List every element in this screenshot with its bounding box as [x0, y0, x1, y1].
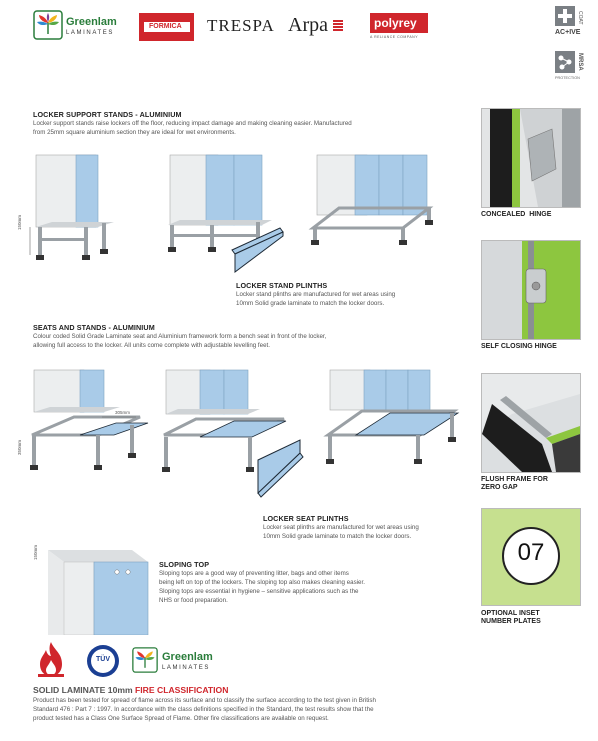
self-closing-hinge-photo: [481, 240, 581, 340]
fire-title-part-b: FIRE CLASSIFICATION: [135, 685, 229, 695]
flush-frame-caption-2: ZERO GAP: [481, 484, 518, 491]
fire-classification-title: [33, 685, 228, 695]
polyrey-text: polyrey: [374, 16, 417, 30]
mrsa-square: [555, 51, 575, 73]
sloping-dimension-label: 150mm: [33, 544, 38, 560]
greenlam-name: Greenlam: [66, 16, 117, 28]
seat-illustration-single: [24, 365, 154, 500]
seat-plinths-title: LOCKER SEAT PLINTHS: [263, 514, 349, 523]
stand-plinths-body-1: Locker stand plinths are manufactured for wet areas using: [236, 291, 396, 298]
stand-dimension-label: 150mm: [17, 214, 22, 230]
number-plate-value: 07: [517, 539, 545, 566]
seats-body-1: Colour coded Solid Grade Laminate seat and Aluminium framework form a bench seat in front of the locker,: [33, 333, 327, 340]
inset-plates-caption-2: NUMBER PLATES: [481, 618, 541, 625]
arpa-logo: [288, 14, 350, 38]
stand-illustration-plinth: [162, 150, 292, 275]
formica-text: FORMICA: [149, 23, 182, 30]
active-coat-main: AC+IVE: [555, 29, 581, 36]
seat-illustration-triple: [320, 365, 470, 495]
mrsa-sub: PROTECTION: [555, 76, 580, 80]
greenlam-logo: [33, 10, 133, 42]
greenlam-footer-name: Greenlam: [162, 651, 213, 663]
fire-body-2: Standard 476 : Part 7 : 1997. In accordance with the class definitions specified in the Standard, the test results show that the: [33, 706, 374, 713]
sloping-title: SLOPING TOP: [159, 560, 210, 569]
seats-body-2: allowing full access to the locker. All units come complete with adjustable levelling feet.: [33, 342, 270, 349]
flush-frame-image: [482, 374, 580, 472]
self-closing-image: [482, 241, 580, 339]
stand-illustration-single: [24, 150, 119, 275]
sloping-body-2: being left on top of the lockers. The sloping top also makes cleaning easier.: [159, 579, 365, 586]
tuv-text: TÜV: [96, 656, 110, 663]
mrsa-badge: [555, 51, 589, 83]
seat-plinths-body-1: Locker seat plinths are manufactured for wet areas using: [263, 524, 419, 531]
greenlam-footer-mark-icon: [132, 647, 158, 673]
polyrey-logo: [370, 13, 428, 43]
self-closing-hinge-caption: SELF CLOSING HINGE: [481, 343, 557, 350]
stand-illustration-triple: [305, 150, 440, 275]
fire-icon: [34, 640, 68, 678]
flush-frame-caption-1: FLUSH FRAME FOR: [481, 476, 548, 483]
formica-logo: [139, 13, 194, 41]
seats-title: SEATS AND STANDS - ALUMINIUM: [33, 323, 155, 332]
sloping-body-1: Sloping tops are a good way of preventing litter, bags and other items: [159, 570, 349, 577]
greenlam-footer-logo: [132, 645, 232, 677]
active-coat-badge: [555, 6, 589, 42]
fire-body-3: product tested has a Class One Surface Spread of Flame. Other fire classifications are available on request.: [33, 715, 329, 722]
stand-plinths-body-2: 10mm Solid grade laminate to match the locker doors.: [236, 300, 385, 307]
arpa-stripes-icon: [333, 20, 343, 32]
mrsa-main: MRSA: [577, 53, 583, 71]
inset-plates-caption-1: OPTIONAL INSET: [481, 610, 540, 617]
sloping-body-4: NHS or food preparation.: [159, 597, 228, 604]
sloping-body-3: Sloping tops are essential in hygiene – sensitive applications such as the: [159, 588, 359, 595]
tuv-badge: [87, 645, 119, 677]
greenlam-sub: LAMINATES: [66, 30, 114, 36]
concealed-hinge-caption: CONCEALED HINGE: [481, 211, 552, 218]
stand-plinths-title: LOCKER STAND PLINTHS: [236, 281, 328, 290]
concealed-hinge-photo: [481, 108, 581, 208]
polyrey-sub: A RELIANCE COMPANY: [370, 35, 419, 39]
stands-body-2: from 25mm square aluminium section they are ideal for wet environments.: [33, 129, 236, 136]
active-coat-square: [555, 6, 575, 26]
plus-bar: [558, 14, 572, 18]
seat-plinths-body-2: 10mm Solid grade laminate to match the locker doors.: [263, 533, 412, 540]
fire-body-1: Product has been tested for spread of flame across its surface and to classify the surface according to the test given in British: [33, 697, 376, 704]
greenlam-footer-sub: LAMINATES: [162, 665, 210, 671]
greenlam-mark-icon: [33, 10, 63, 40]
seat-height-label: 350mm: [17, 439, 22, 455]
seat-width-label: 305mm: [115, 410, 131, 415]
number-plate-photo: [481, 508, 581, 606]
fire-title-part-a: SOLID LAMINATE 10mm: [33, 685, 136, 695]
stands-title: LOCKER SUPPORT STANDS - ALUMINIUM: [33, 110, 182, 119]
trespa-logo: TRESPA: [207, 16, 275, 35]
molecule-icon: [555, 51, 575, 73]
sloping-top-illustration: [44, 540, 154, 635]
seat-illustration-plinth: [160, 365, 310, 505]
flush-frame-photo: [481, 373, 581, 473]
active-coat-top: COAT: [577, 11, 583, 25]
stands-body-1: Locker support stands raise lockers off the floor, reducing impact damage and making cleaning easier. Manufactured: [33, 120, 352, 127]
hinge-image: [482, 109, 580, 207]
arpa-text: Arpa: [288, 14, 328, 36]
